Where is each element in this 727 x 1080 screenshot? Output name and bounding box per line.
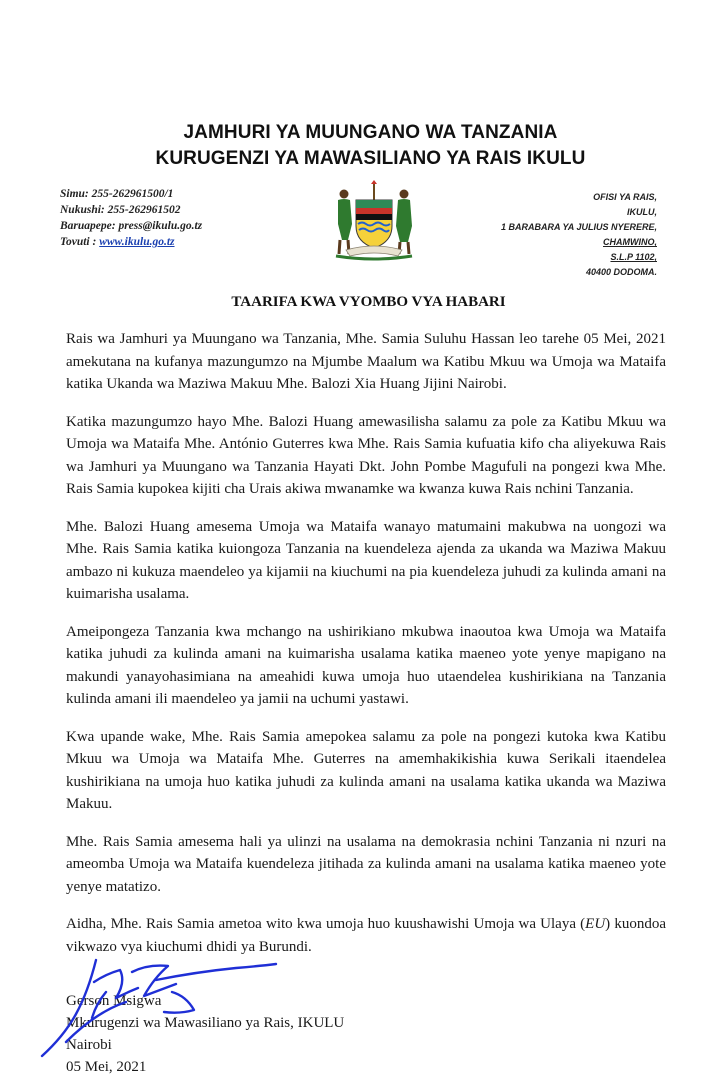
email-address: Baruapepe: press@ikulu.go.tz — [60, 220, 203, 232]
contact-details — [60, 186, 290, 250]
paragraph-2: Katika mazungumzo hayo Mhe. Balozi Huang amewasilisha salamu za pole za Katibu Mkuu wa Umoja wa Mataifa Mhe. António Guterres kwa Mhe. Rais Samia kufuatia kifo cha aliyekuwa Rais wa Jamhuri ya Muungano wa Tanzania Hayati Dkt. John Pombe Magufuli na pongezi kwa Mhe. Rais Samia kupokea kijiti cha Urais akiwa mwanamke wa kwanza kuwa Rais nchini Tanzania. — [66, 413, 666, 497]
letterhead — [0, 120, 727, 172]
fax-number: Nukushi: 255-262961502 — [60, 204, 181, 216]
address-line-1: OFISI YA RAIS, — [593, 192, 657, 202]
signatory-position: Mkurugenzi wa Mawasiliano ya Rais, IKULU — [66, 1015, 345, 1031]
signatory-name: Gerson Msigwa — [66, 993, 162, 1009]
signoff-date: 05 Mei, 2021 — [66, 1059, 147, 1075]
paragraph-7-start: Aidha, Mhe. Rais Samia ametoa wito kwa umoja huo kuushawishi Umoja wa Ulaya ( — [66, 916, 586, 932]
paragraph-3: Mhe. Balozi Huang amesema Umoja wa Mataifa wanayo matumaini makubwa na uongozi wa Mhe. Rais Samia katika kuiongoza Tanzania na kuendeleza ajenda za ukanda wa Maziwa Makuu ambazo ni kukuza maendeleo ya kijamii na kiuchumi na pia kuendeleza juhudi za kulinda amani na kuimarisha usalama. — [66, 518, 666, 602]
website-label: Tovuti : — [60, 236, 100, 248]
website-line — [60, 234, 290, 250]
phone-number: Simu: 255-262961500/1 — [60, 188, 174, 200]
address-line-4: CHAMWINO, — [603, 237, 657, 247]
paragraph-7-abbrev: EU — [585, 916, 606, 932]
paragraph-5: Kwa upande wake, Mhe. Rais Samia amepokea salamu za pole na pongezi kutoka kwa Katibu Mkuu wa Umoja wa Mataifa Mhe. Guterres na amemhakikishia kuwa Serikali itaendelea kushirikiana na umoja huo katika juhudi za kulinda amani na usalama katika ukanda wa Maziwa Makuu. — [66, 728, 666, 812]
paragraph-7-end: ) kuondoa vikwazo vya kiuchumi dhidi ya Burundi. — [66, 916, 666, 955]
document-title — [0, 294, 727, 311]
handwritten-signature-icon — [36, 952, 286, 1062]
address-line-5: S.L.P 1102, — [610, 252, 657, 262]
office-address — [437, 190, 657, 280]
signoff-place: Nairobi — [66, 1037, 112, 1053]
address-line-2: IKULU, — [627, 207, 657, 217]
letterhead-line-2: KURUGENZI YA MAWASILIANO YA RAIS IKULU — [155, 148, 586, 169]
letterhead-line-1: JAMHURI YA MUUNGANO WA TANZANIA — [183, 122, 558, 143]
address-line-3: 1 BARABARA YA JULIUS NYERERE, — [500, 222, 657, 232]
address-line-6: 40400 DODOMA. — [585, 267, 657, 277]
website-link[interactable]: www.ikulu.go.tz — [99, 236, 175, 248]
document-title-text: TAARIFA KWA VYOMBO VYA HABARI — [231, 294, 506, 310]
coat-of-arms-icon — [328, 180, 420, 262]
paragraph-1: Rais wa Jamhuri ya Muungano wa Tanzania, Mhe. Samia Suluhu Hassan leo tarehe 05 Mei, 2021 amekutana na kufanya mazungumzo na Mjumbe Maalum wa Katibu Mkuu wa Umoja wa Mataifa katika Ukanda wa Maziwa Makuu Mhe. Balozi Xia Huang Jijini Nairobi. — [66, 331, 666, 392]
release-body — [66, 328, 666, 973]
paragraph-4: Ameipongeza Tanzania kwa mchango na ushirikiano mkubwa inaoutoa kwa Umoja wa Mataifa katika juhudi za kulinda amani na kuimarisha usalama katika maeneo yote yenye mapigano na makundi yanayohasimiana na ameahidi kuwa umoja huo utaendelea kushirikiana na Tanzania kulinda amani ili maendeleo ya jamii na uchumi yastawi. — [66, 623, 666, 707]
paragraph-6: Mhe. Rais Samia amesema hali ya ulinzi na usalama na demokrasia nchini Tanzania ni nzuri na ameomba Umoja wa Mataifa kuendeleza jitihada za kulinda amani na usalama katika maeneo yote yenye matatizo. — [66, 833, 666, 895]
